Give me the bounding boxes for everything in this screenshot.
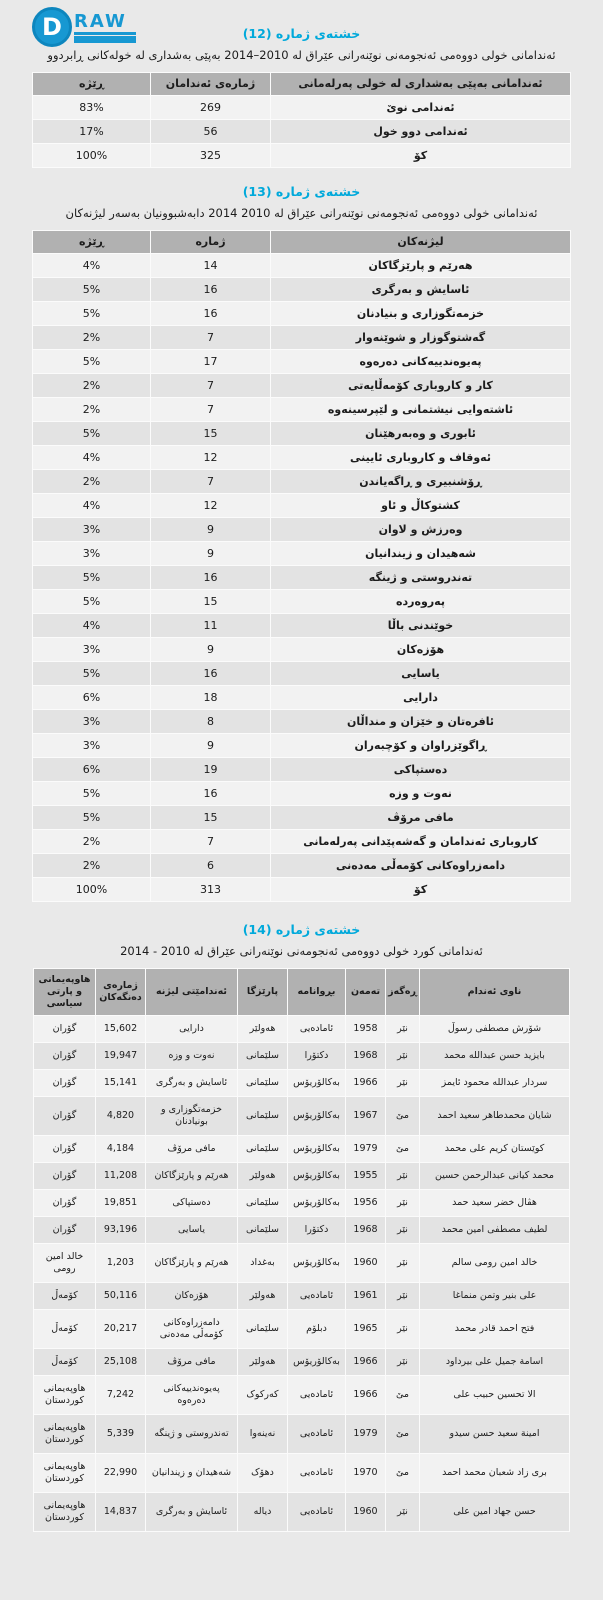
table-cell: نێر — [386, 1283, 420, 1310]
table-cell: 14,837 — [96, 1493, 146, 1532]
table-cell: سلێمانی — [238, 1310, 288, 1349]
column-header: بڕوانامە — [288, 969, 346, 1016]
table-row — [33, 302, 571, 326]
table-cell: هاوپەیمانی کوردستان — [34, 1493, 96, 1532]
table-header-row — [33, 73, 571, 96]
table-cell: بەکالۆریۆس — [288, 1349, 346, 1376]
table-cell: 1966 — [346, 1349, 386, 1376]
table-cell: 3% — [33, 734, 151, 758]
table-cell: 1961 — [346, 1283, 386, 1310]
table-cell: بەغداد — [238, 1244, 288, 1283]
table-cell: 6% — [33, 686, 151, 710]
table-row — [33, 120, 571, 144]
table-cell: کشتوکاڵ و ئاو — [271, 494, 571, 518]
table-cell: 1958 — [346, 1016, 386, 1043]
table-cell: 7 — [151, 470, 271, 494]
table-cell: پەیوەندییەکانی دەرەوە — [271, 350, 571, 374]
table-cell: 2% — [33, 470, 151, 494]
column-header: ئەندامێتی لیژنە — [146, 969, 238, 1016]
table-cell: شەهیدان و زیندانیان — [146, 1454, 238, 1493]
table-row — [34, 1217, 570, 1244]
table-cell: هڤال خضر سعید حمد — [420, 1190, 570, 1217]
table-cell: 4,184 — [96, 1136, 146, 1163]
table-cell: ئاسایش و بەرگری — [146, 1070, 238, 1097]
table-cell: کار و کاروباری کۆمەڵایەتی — [271, 374, 571, 398]
table-cell: 5,339 — [96, 1415, 146, 1454]
table-cell: 1966 — [346, 1376, 386, 1415]
table-row — [34, 1016, 570, 1043]
draw-logo — [32, 7, 136, 47]
table-cell: گۆران — [34, 1070, 96, 1097]
table-row — [33, 854, 571, 878]
table-cell: دیالە — [238, 1493, 288, 1532]
table-header-row — [34, 969, 570, 1016]
table-cell: 17 — [151, 350, 271, 374]
table-cell: نێر — [386, 1244, 420, 1283]
table-row — [34, 1415, 570, 1454]
table-cell: کۆ — [271, 144, 571, 168]
table-cell: 9 — [151, 638, 271, 662]
table-cell: 93,196 — [96, 1217, 146, 1244]
table-cell: 8 — [151, 710, 271, 734]
table-cell: حسن جهاد امین علی — [420, 1493, 570, 1532]
table-cell: بەکالۆریۆس — [288, 1190, 346, 1217]
table-cell: 18 — [151, 686, 271, 710]
table-cell: هەرێم و پارێزگاکان — [146, 1163, 238, 1190]
table-cell: 20,217 — [96, 1310, 146, 1349]
table-cell: نێر — [386, 1493, 420, 1532]
table-cell: بایزید حسن عبدالله محمد — [420, 1043, 570, 1070]
table-cell: گۆران — [34, 1136, 96, 1163]
table-cell: نێر — [386, 1043, 420, 1070]
column-header: لیژنەکان — [271, 231, 571, 254]
table-cell: 17% — [33, 120, 151, 144]
table-row — [34, 1310, 570, 1349]
table-cell: کۆ — [271, 878, 571, 902]
table-cell: 5% — [33, 806, 151, 830]
table-cell: 83% — [33, 96, 151, 120]
table-cell: بەکالۆریۆس — [288, 1136, 346, 1163]
table-cell: کوێستان کریم علی محمد — [420, 1136, 570, 1163]
table-cell: لطیف مصطفی امین محمد — [420, 1217, 570, 1244]
table-row — [34, 1163, 570, 1190]
table-cell: 12 — [151, 494, 271, 518]
table-cell: خالد امین رومی سالم — [420, 1244, 570, 1283]
table-cell: سلێمانی — [238, 1097, 288, 1136]
table-cell: پەیوەندییەکانی دەرەوە — [146, 1376, 238, 1415]
table-cell: 12 — [151, 446, 271, 470]
table-row — [34, 1244, 570, 1283]
table-cell: سلێمانی — [238, 1136, 288, 1163]
column-header: ژمارەی ئەندامان — [151, 73, 271, 96]
table-row — [34, 1043, 570, 1070]
table-row — [33, 686, 571, 710]
table-row — [34, 1493, 570, 1532]
table-cell: ئاسایش و بەرگری — [146, 1493, 238, 1532]
table-row — [34, 1097, 570, 1136]
table-cell: هاوپەیمانی کوردستان — [34, 1415, 96, 1454]
table-cell: دامەزراوەکانی کۆمەڵی مەدەنی — [146, 1310, 238, 1349]
table-cell: 6 — [151, 854, 271, 878]
column-header: ژمارەی دەنگەکان — [96, 969, 146, 1016]
table-cell: 1968 — [346, 1043, 386, 1070]
kurdish-members-table — [33, 968, 570, 1532]
table-cell: 1960 — [346, 1493, 386, 1532]
table-cell: گۆران — [34, 1163, 96, 1190]
table-cell: 3% — [33, 542, 151, 566]
table-row — [33, 590, 571, 614]
table-cell: 16 — [151, 278, 271, 302]
table-cell: 14 — [151, 254, 271, 278]
table13-subtitle: ئەندامانی خولی دووەمی ئەنجومەنی نوێنەرانی عێراق لە 2010 2014 دابەشبوونیان بەسەر لیژنەکان — [65, 206, 538, 220]
table-cell: دەستپاکی — [271, 758, 571, 782]
table-row — [33, 542, 571, 566]
table-row — [33, 806, 571, 830]
table-cell: پەروەردە — [271, 590, 571, 614]
table-cell: 19,851 — [96, 1190, 146, 1217]
table-cell: ڕۆشنبیری و ڕاگەیاندن — [271, 470, 571, 494]
table-row — [33, 470, 571, 494]
table-cell: نەوت و وزە — [271, 782, 571, 806]
table-row — [33, 782, 571, 806]
table-row — [33, 662, 571, 686]
column-header: تەمەن — [346, 969, 386, 1016]
table-row — [33, 144, 571, 168]
table-cell: گۆران — [34, 1016, 96, 1043]
table-cell: سلێمانی — [238, 1190, 288, 1217]
table-cell: کۆمەڵ — [34, 1310, 96, 1349]
table-cell: 3% — [33, 638, 151, 662]
table-cell: مێ — [386, 1454, 420, 1493]
table-row — [33, 878, 571, 902]
table-cell: دامەزراوەکانی کۆمەڵی مەدەنی — [271, 854, 571, 878]
table-cell: هاوپەیمانی کوردستان — [34, 1454, 96, 1493]
table-cell: 9 — [151, 542, 271, 566]
table-cell: 7,242 — [96, 1376, 146, 1415]
table-cell: 7 — [151, 326, 271, 350]
table-cell: سلێمانی — [238, 1217, 288, 1244]
table-row — [34, 1070, 570, 1097]
table-cell: گۆران — [34, 1097, 96, 1136]
table-cell: خزمەتگوزاری و بونیادنان — [146, 1097, 238, 1136]
table-cell: 1965 — [346, 1310, 386, 1349]
table-cell: ئامادەیی — [288, 1283, 346, 1310]
table-cell: نێر — [386, 1190, 420, 1217]
table-cell: 313 — [151, 878, 271, 902]
table-cell: ئامادەیی — [288, 1454, 346, 1493]
table-cell: 22,990 — [96, 1454, 146, 1493]
table-row — [33, 830, 571, 854]
table-cell: خزمەتگوزاری و بنیادنان — [271, 302, 571, 326]
table-cell: 1967 — [346, 1097, 386, 1136]
table-cell: مێ — [386, 1097, 420, 1136]
table-cell: گۆران — [34, 1043, 96, 1070]
table-cell: یاسایی — [271, 662, 571, 686]
table-cell: 56 — [151, 120, 271, 144]
table-cell: 25,108 — [96, 1349, 146, 1376]
table-cell: بری زاد شعبان محمد احمد — [420, 1454, 570, 1493]
table-cell: 5% — [33, 590, 151, 614]
table-row — [33, 758, 571, 782]
table-cell: ئاشتەوایی نیشتمانی و لێپرسینەوە — [271, 398, 571, 422]
table-row — [34, 1283, 570, 1310]
committees-table — [32, 230, 571, 902]
table-cell: هەولێر — [238, 1163, 288, 1190]
table-cell: اسامة جمیل علی بیرداود — [420, 1349, 570, 1376]
logo-raw-text: RAW — [74, 13, 136, 35]
table-cell: 1966 — [346, 1070, 386, 1097]
table-cell: 15 — [151, 806, 271, 830]
table-cell: ئامادەیی — [288, 1016, 346, 1043]
table13-title: خشتەی ژمارە (13) — [242, 184, 361, 199]
table-cell: مافی مرۆڤ — [146, 1349, 238, 1376]
logo-d-letter: D — [42, 13, 62, 41]
table-cell: دکتۆرا — [288, 1217, 346, 1244]
table-cell: ئامادەیی — [288, 1415, 346, 1454]
table-cell: 3% — [33, 710, 151, 734]
table-row — [33, 446, 571, 470]
table-cell: 4% — [33, 254, 151, 278]
table-cell: 1,203 — [96, 1244, 146, 1283]
table-cell: خوێندنی باڵا — [271, 614, 571, 638]
table-cell: هەرێم و پارێزگاکان — [146, 1244, 238, 1283]
table-cell: مافی مرۆڤ — [271, 806, 571, 830]
table-cell: هۆزەکان — [146, 1283, 238, 1310]
table-cell: وەرزش و لاوان — [271, 518, 571, 542]
table-cell: مێ — [386, 1136, 420, 1163]
table-row — [33, 734, 571, 758]
table-cell: کەرکوک — [238, 1376, 288, 1415]
table-cell: 15 — [151, 590, 271, 614]
table-cell: 2% — [33, 374, 151, 398]
table-cell: 4% — [33, 446, 151, 470]
table-row — [33, 374, 571, 398]
table-cell: 16 — [151, 566, 271, 590]
table-cell: 2% — [33, 830, 151, 854]
table-cell: ئابوری و وەبەرهێنان — [271, 422, 571, 446]
table-cell: دەستپاکی — [146, 1190, 238, 1217]
table-row — [34, 1376, 570, 1415]
table-cell: ئەوقاف و کاروباری ئایینی — [271, 446, 571, 470]
table-cell: سلێمانی — [238, 1043, 288, 1070]
table-cell: 325 — [151, 144, 271, 168]
table-cell: 15,602 — [96, 1016, 146, 1043]
table-cell: هەولێر — [238, 1016, 288, 1043]
table-row — [33, 326, 571, 350]
table-cell: شایان محمدطاهر سعید احمد — [420, 1097, 570, 1136]
table-cell: فتح احمد قادر محمد — [420, 1310, 570, 1349]
table-cell: ئامادەیی — [288, 1376, 346, 1415]
table-cell: ئامادەیی — [288, 1493, 346, 1532]
table-cell: نەینەوا — [238, 1415, 288, 1454]
table-cell: 4% — [33, 614, 151, 638]
column-header: ڕێژە — [33, 73, 151, 96]
table-cell: کۆمەڵ — [34, 1283, 96, 1310]
table-cell: 19 — [151, 758, 271, 782]
table-cell: 4,820 — [96, 1097, 146, 1136]
draw-logo-wordmark — [74, 13, 136, 43]
table-cell: محمد کیانی عبدالرحمن حسین — [420, 1163, 570, 1190]
table-cell: 1955 — [346, 1163, 386, 1190]
table-cell: 2% — [33, 854, 151, 878]
table-cell: دارایی — [271, 686, 571, 710]
table-row — [33, 398, 571, 422]
table-cell: 16 — [151, 782, 271, 806]
table-cell: 5% — [33, 422, 151, 446]
table-row — [33, 350, 571, 374]
column-header: هاوپەیمانی و پارتی سیاسی — [34, 969, 96, 1016]
table-cell: 269 — [151, 96, 271, 120]
table-cell: 7 — [151, 830, 271, 854]
table-cell: تەندروستی و ژینگە — [271, 566, 571, 590]
table-cell: هەولێر — [238, 1349, 288, 1376]
table14-subtitle: ئەندامانی کورد خولی دووەمی ئەنجومەنی نوێنەرانی عێراق لە 2010 - 2014 — [120, 944, 483, 958]
draw-logo-d-icon — [32, 7, 72, 47]
table-cell: شەهیدان و زیندانیان — [271, 542, 571, 566]
table-cell: 5% — [33, 782, 151, 806]
table-cell: 2% — [33, 326, 151, 350]
table-row — [33, 96, 571, 120]
table-cell: گۆران — [34, 1190, 96, 1217]
table-cell: هەرێم و پارێزگاکان — [271, 254, 571, 278]
table-cell: نێر — [386, 1070, 420, 1097]
table12-subtitle: ئەندامانی خولی دووەمی ئەنجومەنی نوێنەرانی عێراق لە 2010–2014 بەپێی بەشداری لە خولەکانی ڕابردوو — [47, 48, 556, 62]
table-row — [33, 566, 571, 590]
table-cell: دبلۆم — [288, 1310, 346, 1349]
column-header: ناوی ئەندام — [420, 969, 570, 1016]
table-cell: 15 — [151, 422, 271, 446]
table-cell: 9 — [151, 518, 271, 542]
table-row — [33, 254, 571, 278]
table-cell: هەولێر — [238, 1283, 288, 1310]
table-cell: 4% — [33, 494, 151, 518]
table-cell: هۆزەکان — [271, 638, 571, 662]
table12-title: خشتەی ژمارە (12) — [242, 26, 361, 41]
table-cell: 16 — [151, 662, 271, 686]
column-header: پارێزگا — [238, 969, 288, 1016]
table-cell: نێر — [386, 1349, 420, 1376]
table-cell: سلێمانی — [238, 1070, 288, 1097]
table-cell: ئاسایش و بەرگری — [271, 278, 571, 302]
table-cell: نێر — [386, 1016, 420, 1043]
table-cell: الا تحسین حبیب علی — [420, 1376, 570, 1415]
table-cell: گۆران — [34, 1217, 96, 1244]
table-cell: 2% — [33, 398, 151, 422]
table-cell: 1956 — [346, 1190, 386, 1217]
table-cell: 5% — [33, 350, 151, 374]
table-row — [34, 1190, 570, 1217]
table-header-row — [33, 231, 571, 254]
table-cell: امینة سعید حسن سیدو — [420, 1415, 570, 1454]
column-header: ڕەگەز — [386, 969, 420, 1016]
table-cell: نێر — [386, 1310, 420, 1349]
logo-tagline-bar — [74, 36, 136, 43]
table-cell: بەکالۆریۆس — [288, 1163, 346, 1190]
table-row — [33, 422, 571, 446]
table-cell: 1979 — [346, 1136, 386, 1163]
table-cell: 7 — [151, 374, 271, 398]
table-cell: مێ — [386, 1415, 420, 1454]
participation-table — [32, 72, 571, 168]
table-cell: 15,141 — [96, 1070, 146, 1097]
table-cell: تەندروستی و ژینگە — [146, 1415, 238, 1454]
table-row — [33, 278, 571, 302]
column-header: ڕێژە — [33, 231, 151, 254]
table-cell: کۆمەڵ — [34, 1349, 96, 1376]
table-cell: 100% — [33, 878, 151, 902]
table-row — [33, 494, 571, 518]
table-cell: ئافرەتان و خێزان و منداڵان — [271, 710, 571, 734]
table-cell: 1979 — [346, 1415, 386, 1454]
table-cell: هاوپەیمانی کوردستان — [34, 1376, 96, 1415]
table-cell: ڕاگوێزراوان و کۆچبەران — [271, 734, 571, 758]
table-cell: 5% — [33, 662, 151, 686]
table-cell: 5% — [33, 566, 151, 590]
table-cell: خالد امین رومی — [34, 1244, 96, 1283]
table-cell: 50,116 — [96, 1283, 146, 1310]
table-cell: مافی مرۆڤ — [146, 1136, 238, 1163]
table-cell: یاسایی — [146, 1217, 238, 1244]
table-cell: ئەندامی نوێ — [271, 96, 571, 120]
table-cell: شۆرش مصطفی رسوڵ — [420, 1016, 570, 1043]
table-cell: 1970 — [346, 1454, 386, 1493]
table-cell: ئەندامی دوو خول — [271, 120, 571, 144]
table-cell: 19,947 — [96, 1043, 146, 1070]
table-row — [33, 710, 571, 734]
table-cell: بەکالۆریۆس — [288, 1244, 346, 1283]
table-cell: 5% — [33, 302, 151, 326]
table-row — [33, 518, 571, 542]
table-cell: 1968 — [346, 1217, 386, 1244]
table-cell: علی بنیر وتمن منماغا — [420, 1283, 570, 1310]
table-cell: 11,208 — [96, 1163, 146, 1190]
table-cell: 16 — [151, 302, 271, 326]
column-header: ئەندامانی بەپێی بەشداری لە خولی پەرلەمانی — [271, 73, 571, 96]
table-cell: نەوت و وزە — [146, 1043, 238, 1070]
table-cell: 7 — [151, 398, 271, 422]
table-row — [34, 1136, 570, 1163]
table-row — [34, 1454, 570, 1493]
table-cell: 6% — [33, 758, 151, 782]
table-cell: 9 — [151, 734, 271, 758]
table-cell: بەکالۆریۆس — [288, 1070, 346, 1097]
table-cell: کاروباری ئەندامان و گەشەپێدانی پەرلەمانی — [271, 830, 571, 854]
table-cell: نێر — [386, 1163, 420, 1190]
table-row — [33, 638, 571, 662]
table-cell: گەشتوگوزار و شوێنەوار — [271, 326, 571, 350]
column-header: ژمارە — [151, 231, 271, 254]
table-cell: مێ — [386, 1376, 420, 1415]
table14-title: خشتەی ژمارە (14) — [242, 922, 361, 937]
table-cell: 3% — [33, 518, 151, 542]
table-cell: 5% — [33, 278, 151, 302]
table-cell: نێر — [386, 1217, 420, 1244]
table-cell: دکتۆرا — [288, 1043, 346, 1070]
table-cell: 1960 — [346, 1244, 386, 1283]
table-cell: 11 — [151, 614, 271, 638]
table-row — [34, 1349, 570, 1376]
table-cell: دارایی — [146, 1016, 238, 1043]
table-cell: 100% — [33, 144, 151, 168]
table-cell: دهۆک — [238, 1454, 288, 1493]
table-row — [33, 614, 571, 638]
table-cell: بەکالۆریۆس — [288, 1097, 346, 1136]
table-cell: سردار عبدالله محمود ئایمز — [420, 1070, 570, 1097]
